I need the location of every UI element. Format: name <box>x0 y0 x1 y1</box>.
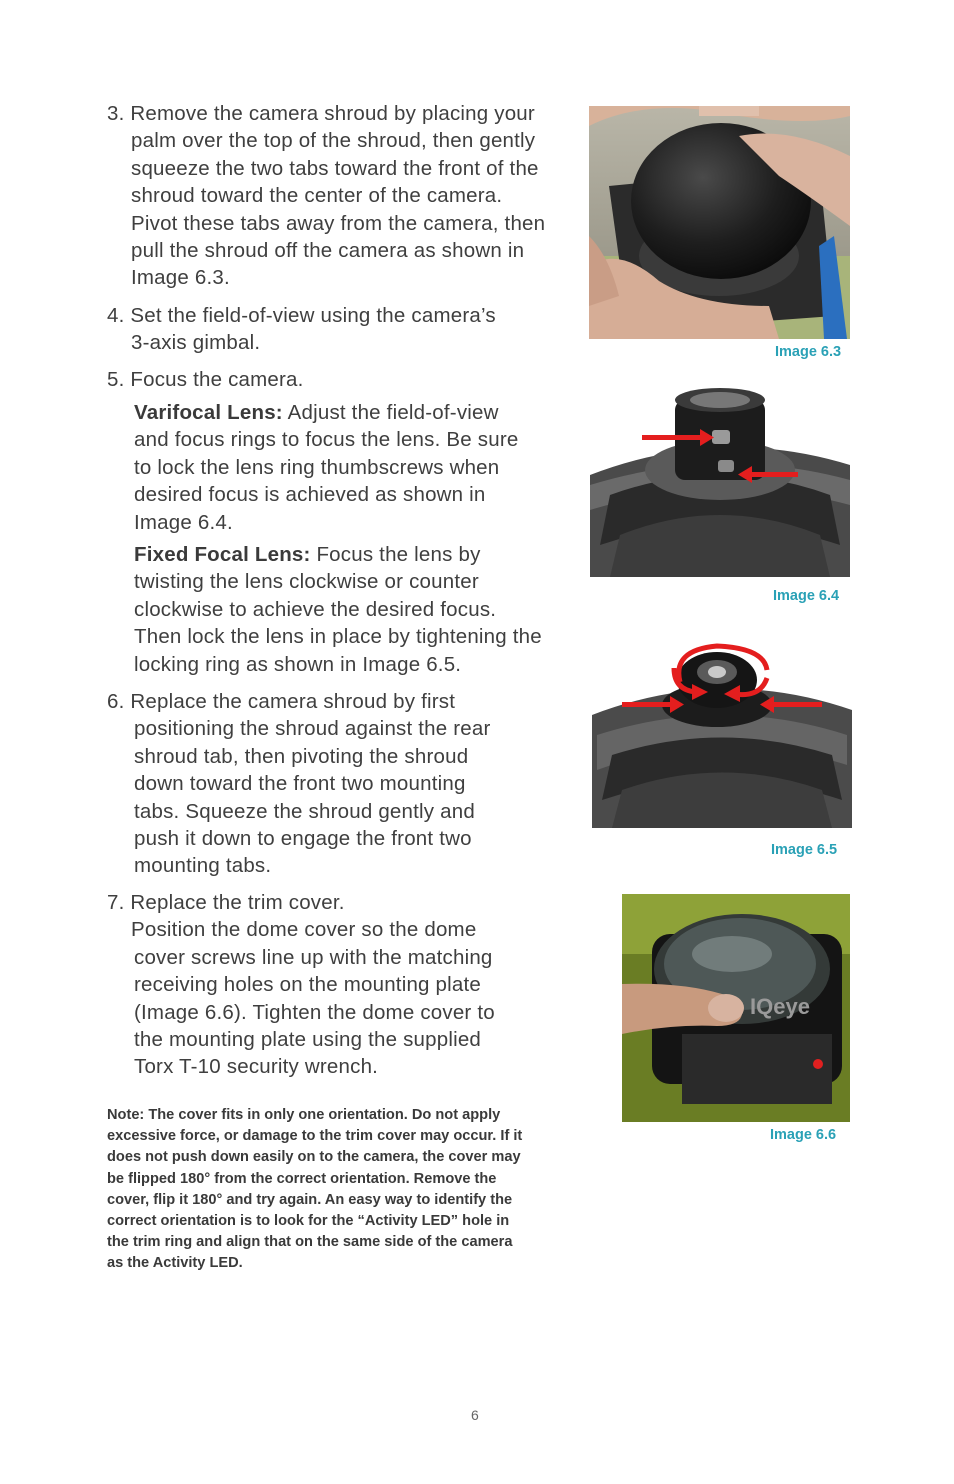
image-6-3-caption: Image 6.3 <box>775 344 842 360</box>
image-6-4-photo <box>590 385 850 577</box>
varifocal-line: Image 6.4. <box>134 510 233 534</box>
iqeye-logo: IQeye <box>750 994 810 1019</box>
step-4-line: 4. Set the field-of-view using the camera’s <box>107 304 496 327</box>
varifocal-line: and focus rings to focus the lens. Be sure <box>134 428 519 452</box>
step-7-line: 7. Replace the trim cover. <box>107 891 345 914</box>
step-7-line: receiving holes on the mounting plate <box>134 973 482 997</box>
step-7-line: Position the dome cover so the dome <box>131 918 477 942</box>
note-line: the trim ring and align that on the same side of the camera <box>107 1234 513 1251</box>
image-6-6-caption: Image 6.6 <box>770 1127 837 1143</box>
step-6-line: tabs. Squeeze the shroud gently and <box>134 799 475 823</box>
step-4 <box>107 302 496 357</box>
varifocal-paragraph <box>134 399 518 536</box>
step-7-line: (Image 6.6). Tighten the dome cover to <box>134 1000 495 1024</box>
fixed-focal-line: Focus the lens by <box>310 543 481 566</box>
step-3-line: squeeze the two tabs toward the front of the <box>131 156 539 180</box>
step-5-heading: 5. Focus the camera. <box>107 368 304 391</box>
note-line: Note: The cover fits in only one orientation. Do not apply <box>107 1107 501 1123</box>
page-number: 6 <box>471 1407 479 1423</box>
step-3-line: palm over the top of the shroud, then gently <box>131 129 536 153</box>
fixed-focal-paragraph <box>134 541 542 678</box>
step-7-line: cover screws line up with the matching <box>134 945 493 969</box>
step-6-line: positioning the shroud against the rear <box>134 717 491 741</box>
step-4-line: 3-axis gimbal. <box>131 331 261 355</box>
step-6-line: shroud tab, then pivoting the shroud <box>134 744 469 768</box>
note-line: as the Activity LED. <box>107 1255 243 1272</box>
step-7-line: the mounting plate using the supplied <box>134 1028 482 1052</box>
step-7 <box>107 889 495 1081</box>
step-3 <box>107 100 545 292</box>
step-3-line: pull the shroud off the camera as shown in <box>131 239 525 263</box>
note-line: correct orientation is to look for the “Activity LED” hole in <box>107 1213 510 1230</box>
image-6-4-caption: Image 6.4 <box>773 588 840 604</box>
fixed-focal-line: locking ring as shown in Image 6.5. <box>134 652 462 676</box>
step-3-line: Pivot these tabs away from the camera, then <box>131 211 546 235</box>
fixed-focal-line: twisting the lens clockwise or counter <box>134 570 479 594</box>
image-6-3-photo <box>589 106 850 339</box>
varifocal-line: Adjust the field-of-view <box>282 401 499 424</box>
step-3-line: 3. Remove the camera shroud by placing your <box>107 102 535 125</box>
note-line: does not push down easily on to the camera, the cover may <box>107 1149 521 1166</box>
note-line: excessive force, or damage to the trim cover may occur. If it <box>107 1128 523 1145</box>
image-6-6-photo <box>622 894 850 1122</box>
step-3-line: shroud toward the center of the camera. <box>131 184 503 208</box>
step-7-line: Torx T-10 security wrench. <box>134 1055 379 1079</box>
fixed-focal-label: Fixed Focal Lens: <box>134 543 311 566</box>
note-paragraph <box>107 1105 522 1275</box>
varifocal-line: desired focus is achieved as shown in <box>134 483 486 507</box>
step-5 <box>107 366 304 393</box>
note-line: cover, flip it 180° and try again. An easy way to identify the <box>107 1191 513 1208</box>
step-6 <box>107 688 491 880</box>
step-3-line: Image 6.3. <box>131 266 230 290</box>
varifocal-label: Varifocal Lens: <box>134 401 283 424</box>
image-6-5-caption: Image 6.5 <box>771 842 838 858</box>
step-6-line: push it down to engage the front two <box>134 827 472 851</box>
image-6-5-photo <box>592 640 852 828</box>
varifocal-line: to lock the lens ring thumbscrews when <box>134 455 500 479</box>
step-6-line: 6. Replace the camera shroud by first <box>107 690 456 713</box>
step-6-line: down toward the front two mounting <box>134 772 466 796</box>
fixed-focal-line: Then lock the lens in place by tightening the <box>134 625 542 649</box>
fixed-focal-line: clockwise to achieve the desired focus. <box>134 597 497 621</box>
note-line: be flipped 180° from the correct orientation. Remove the <box>107 1170 497 1187</box>
step-6-line: mounting tabs. <box>134 854 272 878</box>
